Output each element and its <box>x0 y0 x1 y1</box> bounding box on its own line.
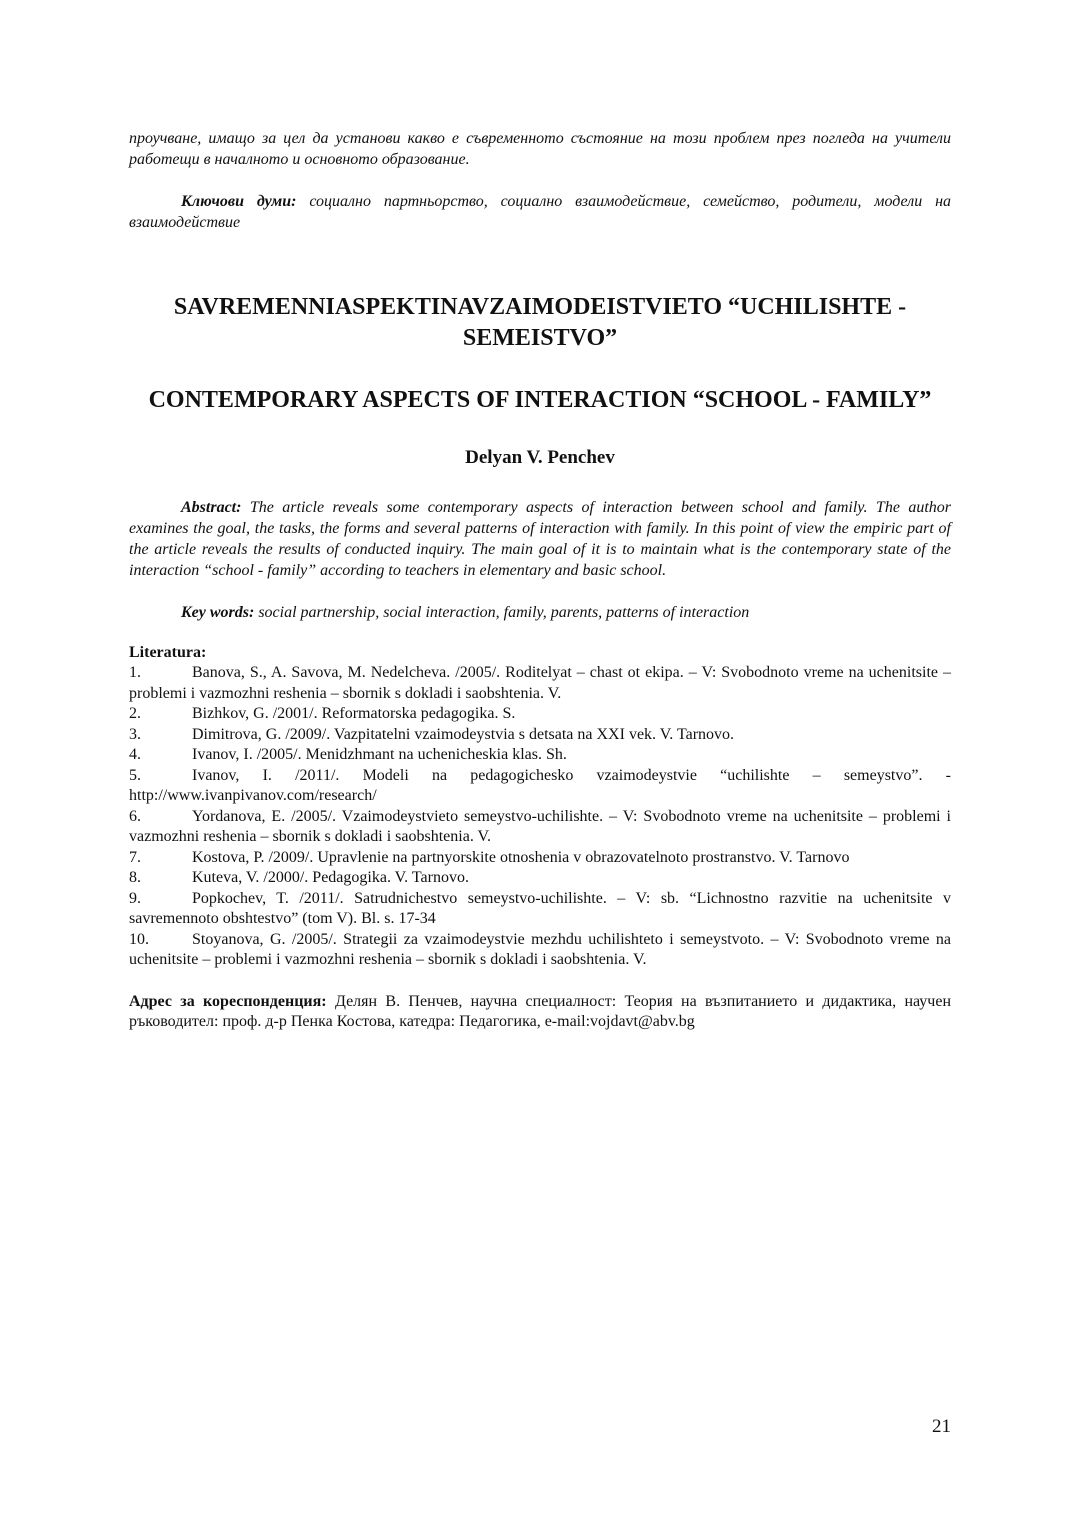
reference-number: 9. <box>129 889 141 907</box>
keywords-en-text: social partnership, social interaction, family, parents, patterns of interaction <box>254 604 750 621</box>
abstract-en-label: Abstract: <box>181 499 242 516</box>
reference-item <box>129 889 951 930</box>
abstract-en-text: The article reveals some contemporary aspects of interaction between school and family. The author examines the goal, the tasks, the forms and several patterns of interaction with family. In this point of view the empiric part of the article reveals the results of conducted inquiry. The main goal of it is to maintain what is the contemporary state of the interaction “school - family” according to teachers in elementary and basic school. <box>129 499 951 579</box>
reference-text: Yordanova, E. /2005/. Vzaimodeystvieto semeystvo-uchilishte. – V: Svobodnoto vreme na uchenitsite – problemi i vazmozhni reshenia – sbornik s dokladi i saobshtenia. V. <box>129 807 951 845</box>
reference-text: Ivanov, I. /2011/. Modeli na pedagogichesko vzaimodeystvie “uchilishte – semeystvo”. - http://www.ivanpivanov.com/research/ <box>129 766 951 804</box>
reference-text: Ivanov, I. /2005/. Menidzhmant na uchenicheskia klas. Sh. <box>192 746 567 763</box>
reference-number: 8. <box>129 869 141 886</box>
keywords-bg <box>129 191 951 233</box>
reference-number: 4. <box>129 746 141 763</box>
reference-number: 3. <box>129 725 141 743</box>
references-list <box>129 663 951 971</box>
reference-number: 5. <box>129 766 141 784</box>
reference-text: Kuteva, V. /2000/. Pedagogika. V. Tarnovo. <box>192 869 469 886</box>
abstract-bg-tail: проучване, имащо за цел да установи какво е съвременното състояние на този проблем през погледа на учители работещи в началното и основното образование. <box>129 130 951 168</box>
reference-number: 2. <box>129 705 141 722</box>
correspondence <box>129 992 951 1033</box>
reference-text: Popkochev, T. /2011/. Satrudnichestvo semeystvo-uchilishte. – V: sb. “Lichnostno razvitie na uchenitsite v savremennoto obshtestvo” (tom V). Bl. s. 17-34 <box>129 889 951 927</box>
title-transliterated: SAVREMENNIASPEKTINAVZAIMODEISTVIETO “UCHILISHTE - SEMEISTVO” <box>173 294 907 351</box>
page-number: 21 <box>932 1416 951 1437</box>
references-heading: Literatura: <box>129 644 207 661</box>
reference-text: Kostova, P. /2009/. Upravlenie na partnyorskite otnoshenia v obrazovatelnoto prostranstvo. V. Tarnovo <box>192 848 850 866</box>
reference-item <box>129 868 951 889</box>
reference-number: 1. <box>129 664 141 681</box>
keywords-en-label: Key words: <box>181 604 255 621</box>
keywords-bg-text: социално партньорство, социално взаимодействие, семейство, родители, модели на взаимодействие <box>129 193 952 231</box>
reference-text: Stoyanova, G. /2005/. Strategii za vzaimodeystvie mezhdu uchilishteto i semeystvoto. – V: Svobodnoto vreme na uchenitsite – problemi i vazmozhni reshenia – sbornik s dokladi i saobshtenia. V. <box>129 930 951 968</box>
reference-number: 6. <box>129 807 141 825</box>
reference-item <box>129 807 951 848</box>
abstract-en <box>129 497 951 581</box>
correspondence-text: Делян В. Пенчев, научна специалност: Теория на възпитанието и дидактика, научен ръководител: проф. д-р Пенка Костова, катедра: Педагогика, e-mail:vojdavt@abv.bg <box>129 992 952 1030</box>
reference-item <box>129 745 951 766</box>
reference-text: Bizhkov, G. /2001/. Reformatorska pedagogika. S. <box>192 705 516 722</box>
page-content <box>129 128 951 1033</box>
title-english: CONTEMPORARY ASPECTS OF INTERACTION “SCHOOL - FAMILY” <box>148 387 932 413</box>
keywords-en <box>129 602 951 623</box>
reference-item <box>129 766 951 807</box>
reference-item <box>129 663 951 704</box>
correspondence-label: Адрес за кореспонденция: <box>129 992 327 1010</box>
reference-number: 10. <box>129 930 149 948</box>
reference-text: Banova, S., A. Savova, M. Nedelcheva. /2005/. Roditelyat – chast ot ekipa. – V: Svobodnoto vreme na uchenitsite – problemi i vazmozhni reshenia – sbornik s dokladi i saobshtenia. V. <box>129 664 951 702</box>
reference-item <box>129 930 951 971</box>
reference-item <box>129 704 951 725</box>
reference-text: Dimitrova, G. /2009/. Vazpitatelni vzaimodeystvia s detsata na XXI vek. V. Tarnovo. <box>192 725 735 743</box>
reference-item <box>129 725 951 746</box>
reference-item <box>129 848 951 869</box>
author-name: Delyan V. Penchev <box>465 447 615 468</box>
reference-number: 7. <box>129 848 141 866</box>
keywords-bg-label: Ключови думи: <box>181 193 297 210</box>
